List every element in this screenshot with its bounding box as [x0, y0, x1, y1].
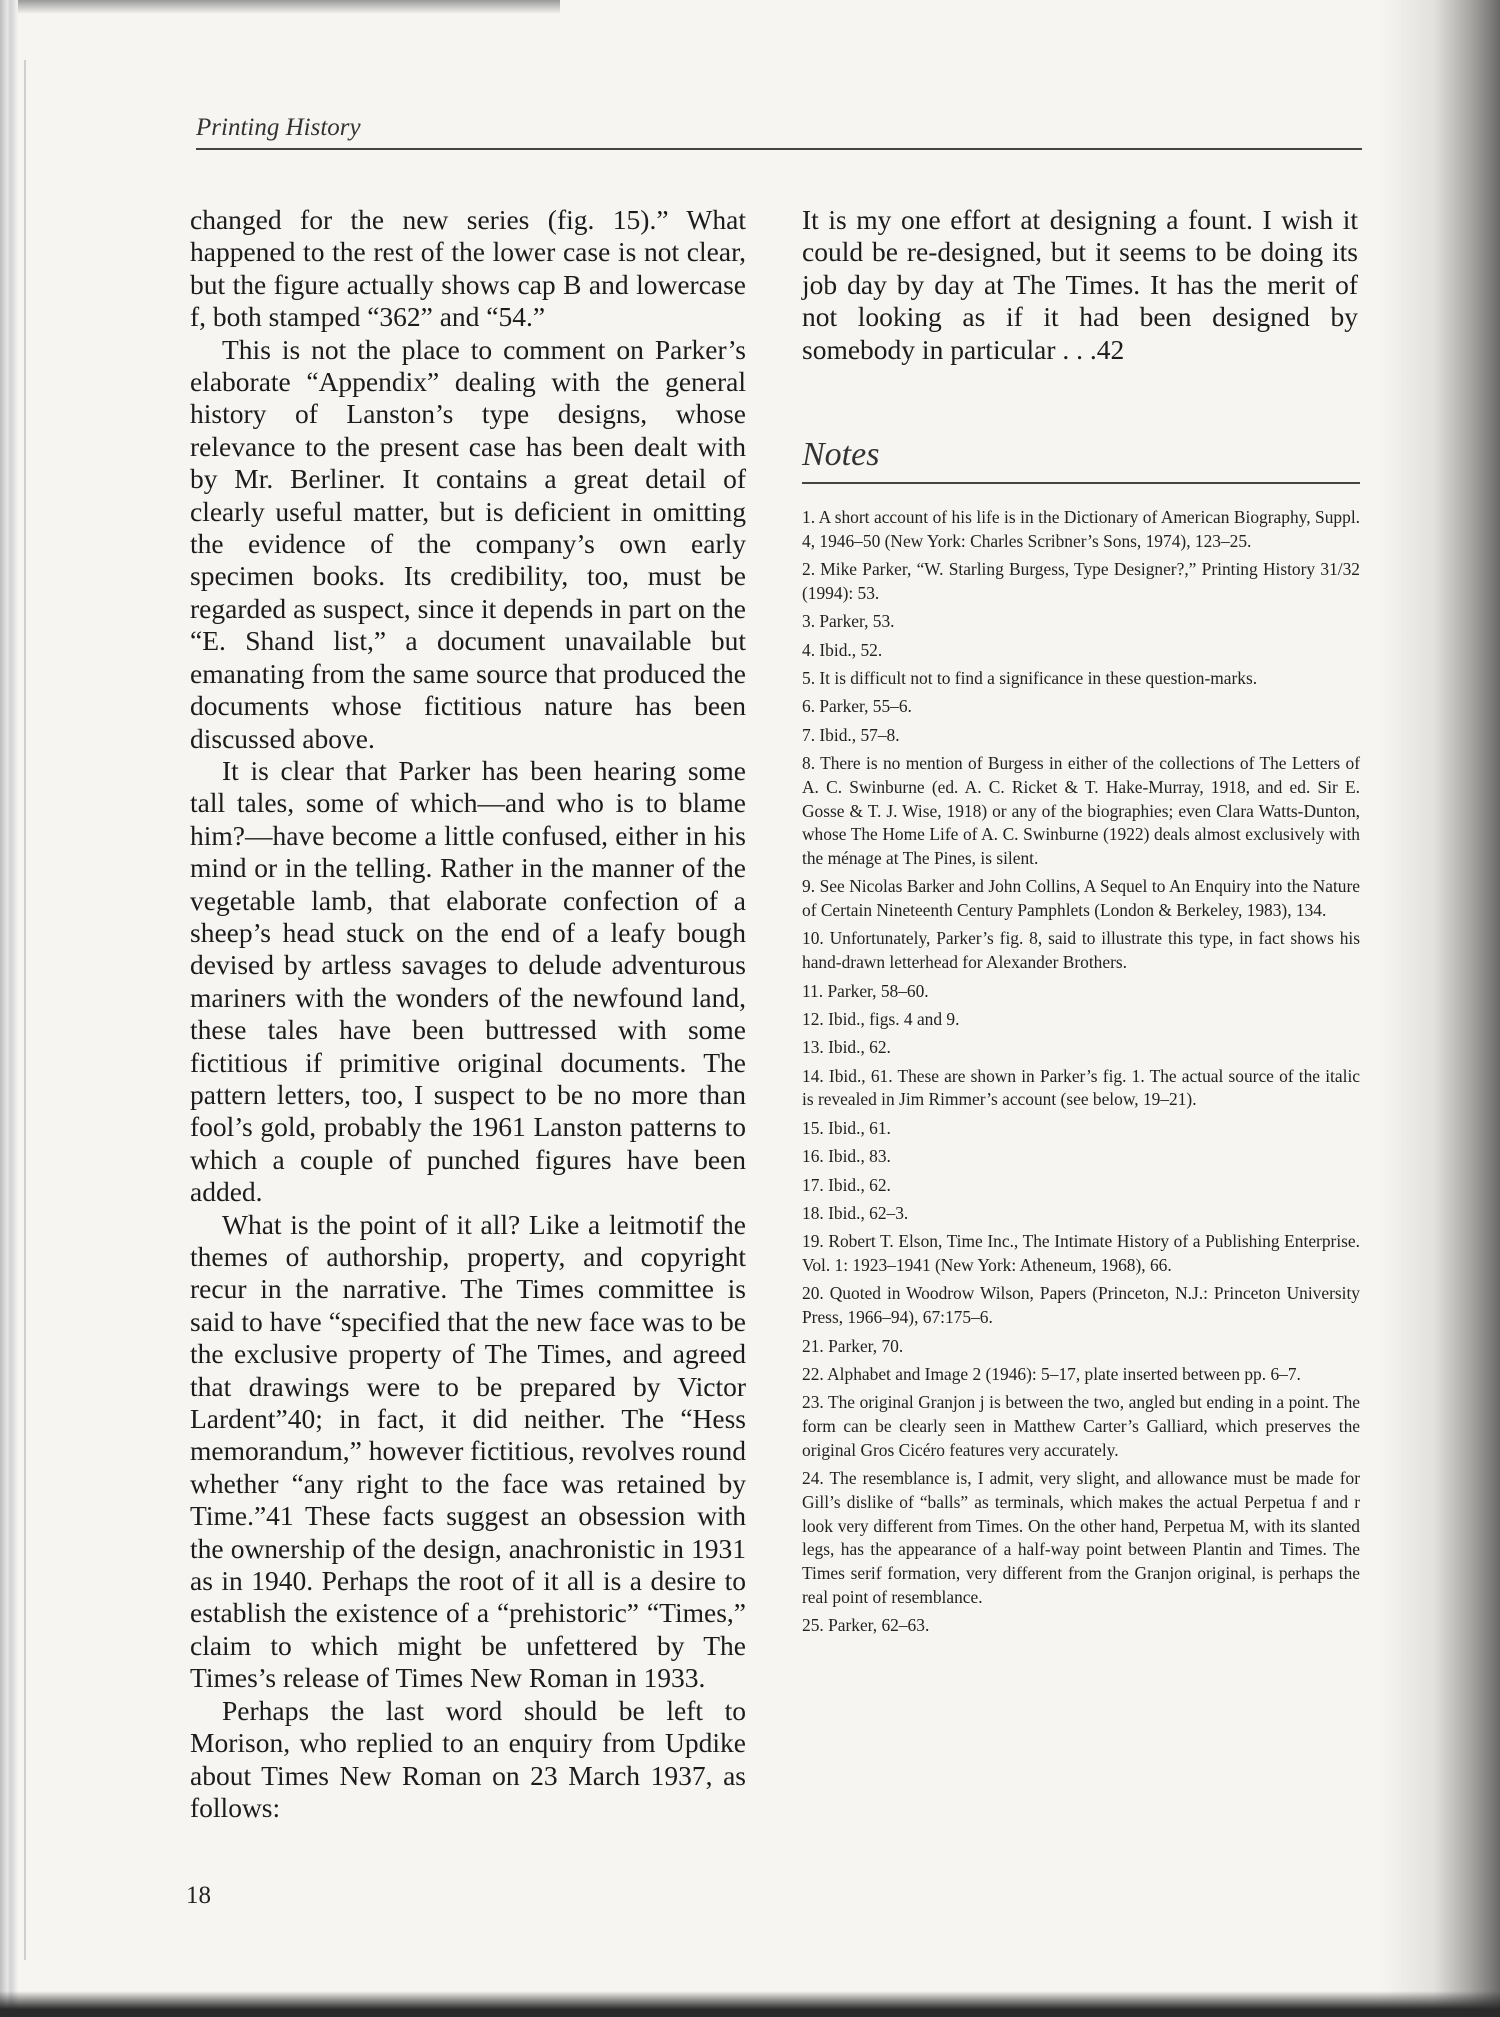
- note-item: 5. It is difficult not to find a significance in these question-marks.: [802, 667, 1258, 688]
- note-item: 3. Parker, 53.: [802, 611, 895, 632]
- note-item: 2. Mike Parker, “W. Starling Burgess, Type Designer?,” Printing History 31/32 (1994): 53.: [802, 559, 1360, 603]
- note-item: 7. Ibid., 57–8.: [802, 724, 900, 745]
- note-item: 22. Alphabet and Image 2 (1946): 5–17, plate inserted between pp. 6–7.: [802, 1363, 1301, 1384]
- note-item: 16. Ibid., 83.: [802, 1146, 891, 1167]
- note-item: 9. See Nicolas Barker and John Collins, A Sequel to An Enquiry into the Nature of Certain Nineteenth Century Pamphlets (London & Berkeley, 1983), 134.: [802, 876, 1360, 921]
- scan-edge-left: [0, 0, 18, 2017]
- note-item: 1. A short account of his life is in the Dictionary of American Biography, Suppl. 4, 1946–50 (New York: Charles Scribner’s Sons, 1974), 123–25.: [802, 507, 1360, 551]
- scan-edge-right: [1380, 0, 1500, 2017]
- note-item: 24. The resemblance is, I admit, very slight, and allowance must be made for Gill’s dislike of “balls” as terminals, which makes the actual Perpetua f and r look very different from Times. On the other hand, Perpetua M, with its slanted legs, has the appearance of a half-way point between Plantin and Times. The Times serif formation, very different from the Granjon original, is perhaps the real point of resemblance.: [802, 1468, 1360, 1607]
- block-quote: It is my one effort at designing a fount. I wish it could be re-designed, but it seems to be doing its job day by day at The Times. It has the merit of not looking as if it had been designed by somebody in particular . . .42: [802, 204, 1358, 365]
- note-item: 12. Ibid., figs. 4 and 9.: [802, 1008, 960, 1029]
- note-item: 8. There is no mention of Burgess in either of the collections of The Letters of A. C. Swinburne (ed. A. C. Ricket & T. Hake-Murray, 1918, and ed. Sir E. Gosse & T. J. Wise, 1918) or any of the biographies; even Clara Watts-Dunton, whose The Home Life of A. C. Swinburne (1922) deals almost exclusively with the ménage at The Pines, is silent.: [802, 753, 1360, 868]
- paragraph: changed for the new series (fig. 15).” What happened to the rest of the lower case is not clear, but the figure actually shows cap B and lowercase f, both stamped “362” and “54.”: [190, 204, 746, 333]
- note-item: 19. Robert T. Elson, Time Inc., The Intimate History of a Publishing Enterprise. Vol. 1: 1923–1941 (New York: Atheneum, 1968), 66.: [802, 1231, 1360, 1276]
- note-item: 18. Ibid., 62–3.: [802, 1202, 909, 1223]
- note-item: 23. The original Granjon j is between the two, angled but ending in a point. The form can be clearly seen in Matthew Carter’s Galliard, which preserves the original Gros Cicéro features very accurately.: [802, 1392, 1360, 1460]
- paragraph: This is not the place to comment on Parker’s elaborate “Appendix” dealing with the general history of Lanston’s type designs, whose relevance to the present case has been dealt with by Mr. Berliner. It contains a great detail of clearly useful matter, but is deficient in omitting the evidence of the company’s own early specimen books. Its credibility, too, must be regarded as suspect, since it depends in part on the “E. Shand list,” a document unavailable but emanating from the same source that produced the documents whose fictitious nature has been discussed above.: [190, 333, 746, 754]
- running-head: Printing History: [196, 114, 361, 141]
- note-item: 4. Ibid., 52.: [802, 639, 883, 660]
- note-item: 21. Parker, 70.: [802, 1335, 904, 1356]
- note-item: 11. Parker, 58–60.: [802, 980, 929, 1001]
- scan-edge-top: [0, 0, 560, 14]
- note-item: 25. Parker, 62–63.: [802, 1615, 930, 1636]
- scan-edge-bottom: [0, 1991, 1500, 2017]
- note-item: 14. Ibid., 61. These are shown in Parker’s fig. 1. The actual source of the italic is revealed in Jim Rimmer’s account (see below, 19–21).: [802, 1065, 1360, 1110]
- page-number: 18: [186, 1882, 211, 1909]
- right-column-quote: [802, 204, 1358, 366]
- note-item: 13. Ibid., 62.: [802, 1037, 891, 1058]
- note-item: 17. Ibid., 62.: [802, 1174, 891, 1195]
- header-rule: [196, 148, 1362, 150]
- paragraph: It is clear that Parker has been hearing some tall tales, some of which—and who is to blame him?—have become a little confused, either in his mind or in the telling. Rather in the manner of the vegetable lamb, that elaborate confection of a sheep’s head stuck on the end of a leafy bough devised by artless savages to delude adventurous mariners with the wonders of the newfound land, these tales have been buttressed with some fictitious if primitive original documents. The pattern letters, too, I suspect to be no more than fool’s gold, probably the 1961 Lanston patterns to which a couple of punched figures have been added.: [190, 754, 746, 1208]
- note-item: 10. Unfortunately, Parker’s fig. 8, said to illustrate this type, in fact shows his hand-drawn letterhead for Alexander Brothers.: [802, 928, 1360, 973]
- note-item: 15. Ibid., 61.: [802, 1117, 891, 1138]
- note-item: 20. Quoted in Woodrow Wilson, Papers (Princeton, N.J.: Princeton University Press, 1966–94), 67:175–6.: [802, 1283, 1360, 1328]
- notes-rule: [802, 482, 1360, 484]
- paragraph: Perhaps the last word should be left to Morison, who replied to an enquiry from Updike about Times New Roman on 23 March 1937, as follows:: [190, 1694, 746, 1823]
- paragraph: What is the point of it all? Like a leitmotif the themes of authorship, property, and copyright recur in the narrative. The Times committee is said to have “specified that the new face was to be the exclusive property of The Times, and agreed that drawings were to be prepared by Victor Lardent”40; in fact, it did neither. The “Hess memorandum,” however fictitious, revolves round whether “any right to the face was retained by Time.”41 These facts suggest an obsession with the ownership of the design, anachronistic in 1931 as in 1940. Perhaps the root of it all is a desire to establish the existence of a “prehistoric” “Times,” claim to which might be unfettered by The Times’s release of Times New Roman in 1933.: [190, 1208, 746, 1694]
- note-item: 6. Parker, 55–6.: [802, 696, 912, 717]
- notes-heading: Notes: [802, 436, 880, 473]
- notes-list: [802, 506, 1360, 1642]
- left-column: [190, 204, 746, 1824]
